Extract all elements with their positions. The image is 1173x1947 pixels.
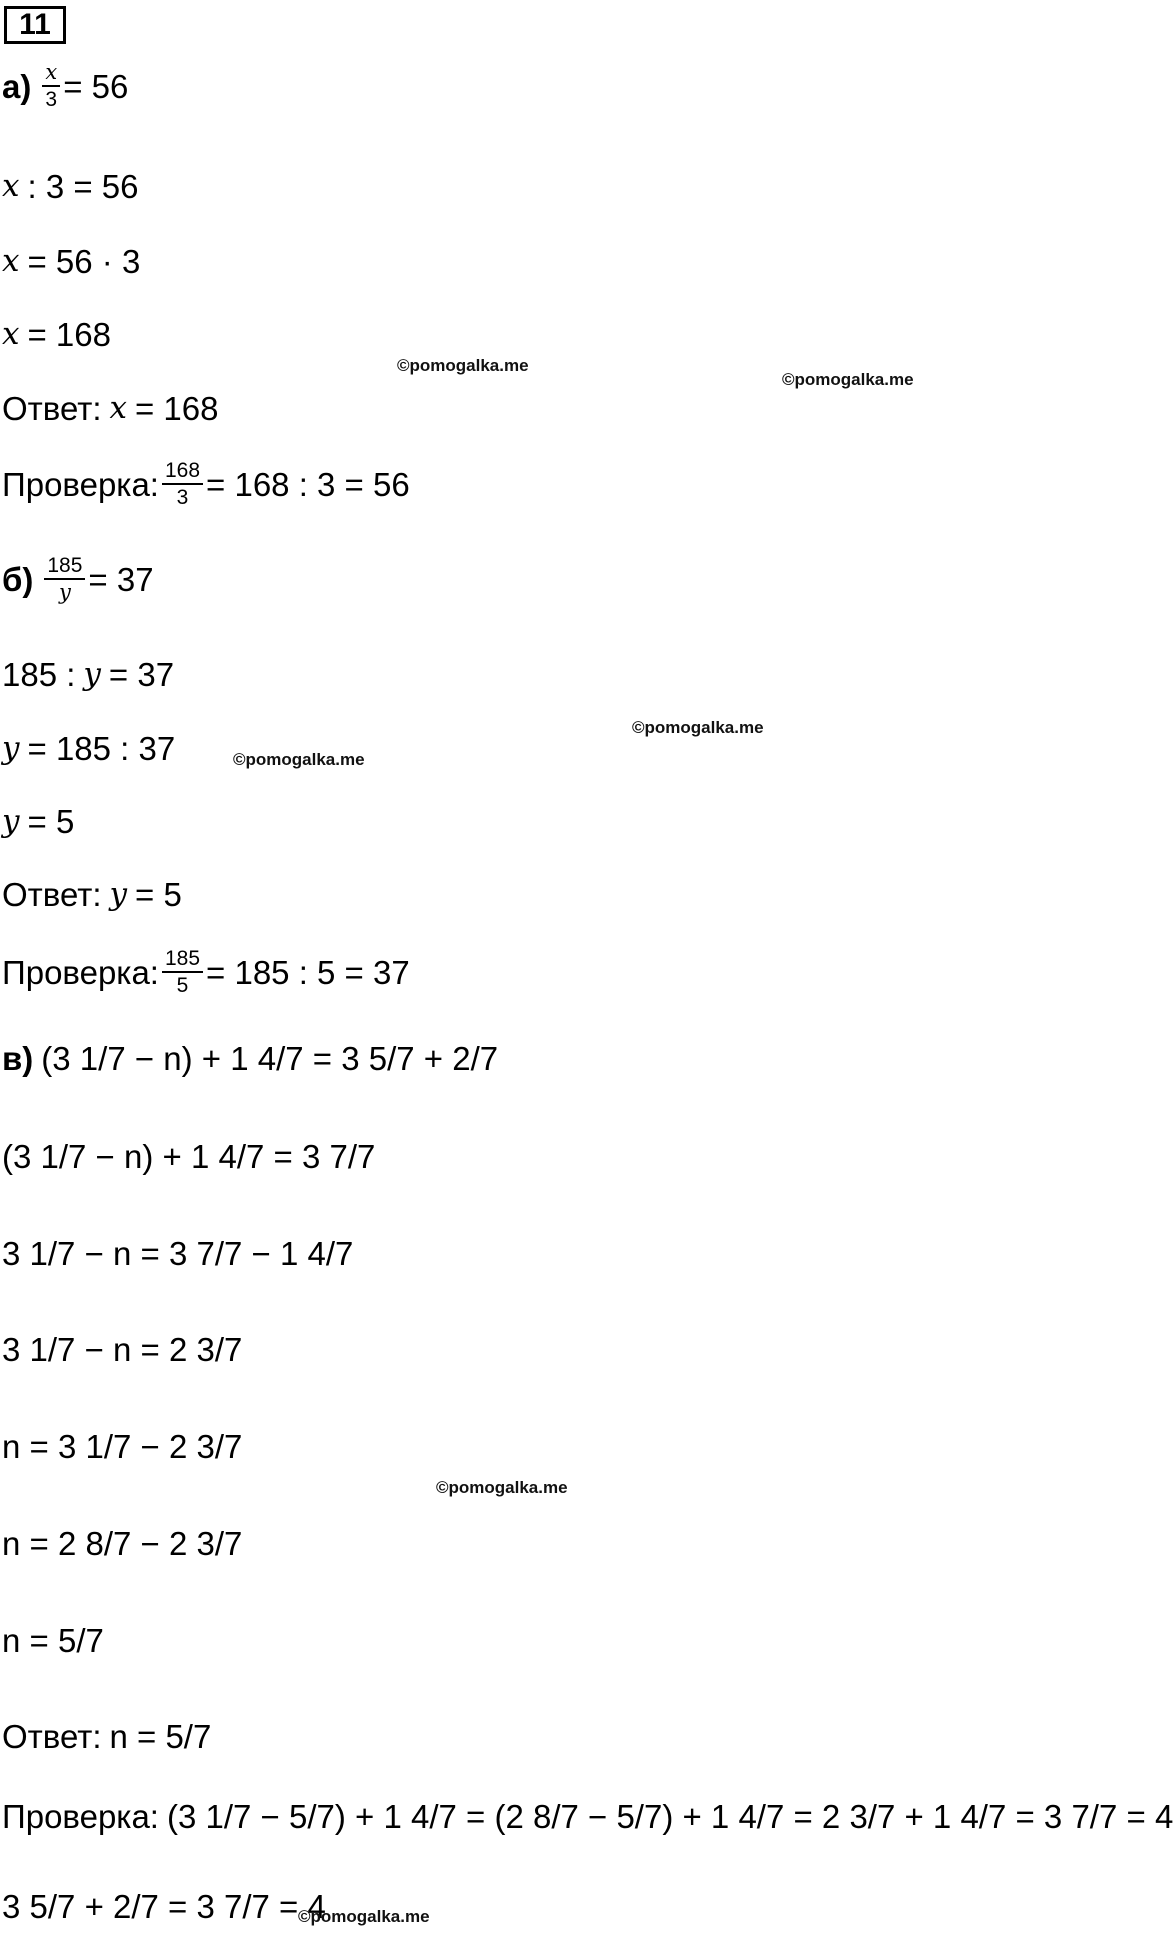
part-a-step3: x = 168 <box>2 316 111 353</box>
part-a-label: а) <box>2 67 32 105</box>
part-v-answer: Ответ: n = 5/7 <box>2 1718 212 1755</box>
part-v-step3: 3 1/7 − n = 2 3/7 <box>2 1331 243 1368</box>
part-a-equation: а) $\frac{x}{3}$ = 56 <box>2 60 129 111</box>
fraction: $\frac{185}{y}$ <box>44 555 85 603</box>
part-b-step1: 185 : y = 37 <box>2 656 175 693</box>
fraction: $\frac{168}{3}$ <box>162 460 203 508</box>
part-b-check: Проверка: $\frac{185}{5}$ = 185 : 5 = 37 <box>2 947 410 997</box>
part-v-equation: в) (3 1/7 − n) + 1 4/7 = 3 5/7 + 2/7 <box>2 1040 499 1077</box>
part-b-step3: y = 5 <box>2 803 75 840</box>
watermark: ©pomogalka.me <box>436 1478 568 1497</box>
part-v-label: в) <box>2 1040 34 1077</box>
part-a-check: Проверка: $\frac{168}{3}$ = 168 : 3 = 56 <box>2 459 410 509</box>
watermark: ©pomogalka.me <box>632 718 764 737</box>
part-v-check-continued: 3 5/7 + 2/7 = 3 7/7 = 4 <box>2 1888 326 1925</box>
part-b-equation: б) $\frac{185}{y}$ = 37 <box>2 554 154 604</box>
part-a-answer: Ответ: x = 168 <box>2 390 219 427</box>
watermark: ©pomogalka.me <box>233 750 365 769</box>
watermark: ©pomogalka.me <box>298 1907 430 1926</box>
fraction: $\frac{x}{3}$ <box>42 62 60 110</box>
part-v-step1: (3 1/7 − n) + 1 4/7 = 3 7/7 <box>2 1138 376 1175</box>
fraction: $\frac{185}{5}$ <box>162 948 203 996</box>
watermark: ©pomogalka.me <box>782 370 914 389</box>
part-v-check: Проверка: (3 1/7 − 5/7) + 1 4/7 = (2 8/7 − 5/7) + 1 4/7 = 2 3/7 + 1 4/7 = 3 7/7 = 4 <box>2 1798 1173 1835</box>
part-b-answer: Ответ: y = 5 <box>2 876 182 913</box>
watermark: ©pomogalka.me <box>397 356 529 375</box>
part-v-step5: n = 2 8/7 − 2 3/7 <box>2 1525 243 1562</box>
part-b-step2: y = 185 : 37 <box>2 730 176 767</box>
part-v-step6: n = 5/7 <box>2 1622 104 1659</box>
part-a-step2: x = 56 · 3 <box>2 243 141 280</box>
problem-number: 11 <box>4 6 66 44</box>
part-v-step4: n = 3 1/7 − 2 3/7 <box>2 1428 243 1465</box>
part-v-step2: 3 1/7 − n = 3 7/7 − 1 4/7 <box>2 1235 354 1272</box>
part-b-label: б) <box>2 560 34 598</box>
part-a-step1: x : 3 = 56 <box>2 168 139 205</box>
